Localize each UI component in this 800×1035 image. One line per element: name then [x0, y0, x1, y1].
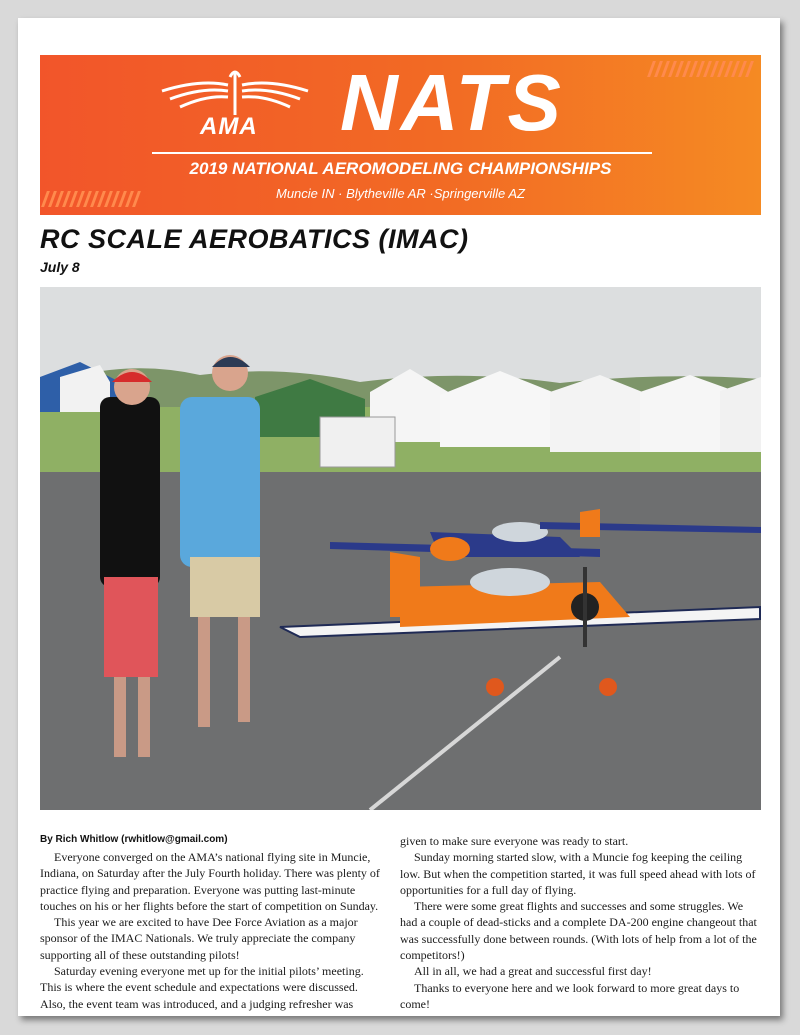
article-column-left: [40, 849, 382, 1012]
paragraph: Sunday morning started slow, with a Muncie fog keeping the ceiling low. But when the competition started, it was full speed ahead with lots of opportunities for a full day of flying.: [400, 850, 756, 897]
banner-subtitle: 2019 NATIONAL AEROMODELING CHAMPIONSHIPS: [189, 159, 612, 178]
paragraph: There were some great flights and successes and some struggles. We had a couple of dead-sticks and a complete DA-200 engine changeout that was successfully done between rounds. (With lots of help from a lot of the competitors!): [400, 899, 757, 963]
ama-logo-text: AMA: [200, 113, 258, 140]
banner-divider: [152, 152, 652, 154]
paragraph: Thanks to everyone here and we look forward to more great days to come!: [400, 980, 740, 1011]
nats-banner: [40, 55, 761, 215]
paragraph: All in all, we had a great and successful first day!: [414, 964, 652, 979]
banner-locations: Muncie IN · Blytheville AR ·Springerville AZ: [276, 186, 525, 201]
paragraph: Everyone converged on the AMA’s national flying site in Muncie, Indiana, on Saturday after the July Fourth holiday. There was plenty of practice flying and preparation. Everyone was putting last-minute touches on his or her flights before the start of competition on Sunday.: [40, 850, 380, 913]
paragraph: Saturday evening everyone met up for the initial pilots’ meeting. This is where the event schedule and expectations were discussed. Also, the event team was introduced, and a judging refresher was: [40, 964, 364, 1011]
article-photo: [40, 287, 761, 810]
article-byline: By Rich Whitlow (rwhitlow@gmail.com): [40, 834, 228, 845]
paragraph: given to make sure everyone was ready to start.: [400, 834, 629, 848]
article-column-right: [400, 833, 762, 1012]
airfield-photo-illustration: [40, 287, 761, 810]
decorative-stripes: [650, 61, 751, 77]
article-title: RC SCALE AEROBATICS (IMAC): [40, 224, 469, 254]
nats-title: NATS: [340, 58, 564, 147]
article-date: July 8: [40, 259, 80, 275]
magazine-page: [18, 18, 780, 1016]
paragraph: This year we are excited to have Dee Force Aviation as a major sponsor of the IMAC Nationals. We truly appreciate the company supporting all of these outstanding pilots!: [40, 915, 358, 962]
